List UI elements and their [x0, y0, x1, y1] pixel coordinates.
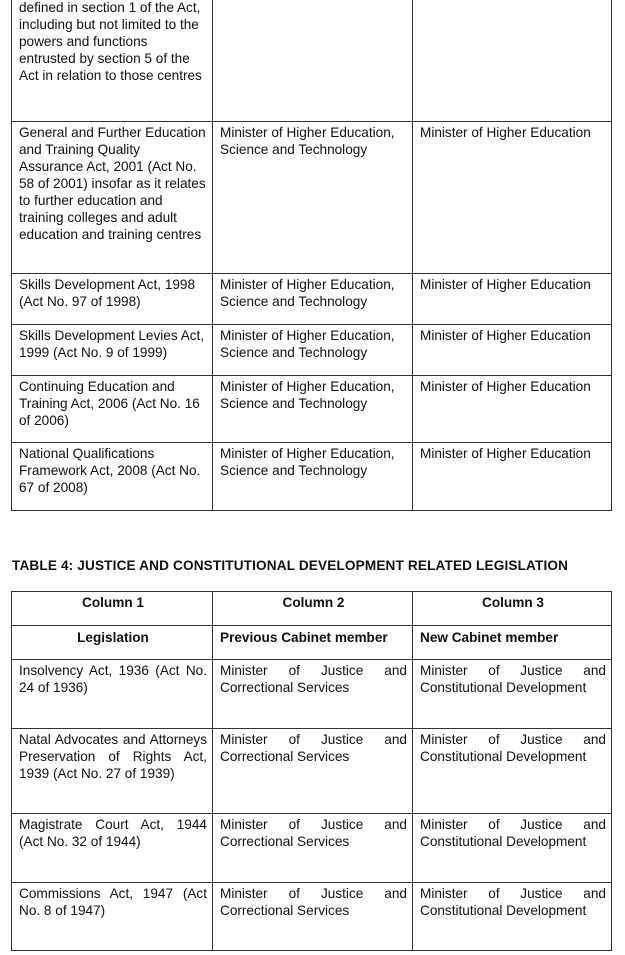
- table-row: [12, 883, 612, 951]
- previous-member-cell: Minister of Justice and Correctional Services: [213, 660, 413, 729]
- legislation-cell: defined in section 1 of the Act, including but not limited to the powers and functions entrusted by section 5 of the Act in relation to those centres: [12, 0, 213, 122]
- table-row: [12, 660, 612, 729]
- previous-member-cell: Minister of Higher Education, Science and Technology: [213, 376, 413, 443]
- new-member-cell: Minister of Higher Education: [413, 325, 612, 376]
- table-row: [12, 325, 612, 376]
- legislation-cell: Skills Development Levies Act, 1999 (Act No. 9 of 1999): [12, 325, 213, 376]
- table-row: [12, 729, 612, 814]
- table-row: [12, 376, 612, 443]
- new-member-cell: Minister of Justice and Constitutional Development: [413, 814, 612, 883]
- legislation-cell: Natal Advocates and Attorneys Preservation of Rights Act, 1939 (Act No. 27 of 1939): [12, 729, 213, 814]
- table-row: [12, 814, 612, 883]
- column-header-row: [12, 592, 612, 626]
- legislation-cell: Commissions Act, 1947 (Act No. 8 of 1947): [12, 883, 213, 951]
- new-member-cell: Minister of Justice and Constitutional Development: [413, 883, 612, 951]
- previous-member-cell: Minister of Higher Education, Science and Technology: [213, 443, 413, 511]
- table-title: TABLE 4: JUSTICE AND CONSTITUTIONAL DEVELOPMENT RELATED LEGISLATION: [12, 558, 569, 573]
- table-row: [12, 0, 612, 122]
- justice-legislation-table: [11, 591, 612, 951]
- subheader: Legislation: [12, 626, 213, 660]
- table-row: [12, 122, 612, 274]
- previous-member-cell: Minister of Justice and Correctional Services: [213, 883, 413, 951]
- legislation-cell: Insolvency Act, 1936 (Act No. 24 of 1936): [12, 660, 213, 729]
- new-member-cell: Minister of Higher Education: [413, 122, 612, 274]
- table-row: [12, 274, 612, 325]
- legislation-cell: Skills Development Act, 1998 (Act No. 97 of 1998): [12, 274, 213, 325]
- new-member-cell: Minister of Higher Education: [413, 443, 612, 511]
- table-row: [12, 443, 612, 511]
- previous-member-cell: Minister of Justice and Correctional Services: [213, 814, 413, 883]
- previous-member-cell: Minister of Higher Education, Science and Technology: [213, 274, 413, 325]
- previous-member-cell: Minister of Higher Education, Science and Technology: [213, 325, 413, 376]
- new-member-cell: [413, 0, 612, 122]
- higher-education-legislation-table: [11, 0, 612, 511]
- subheader-row: [12, 626, 612, 660]
- legislation-cell: Magistrate Court Act, 1944 (Act No. 32 of 1944): [12, 814, 213, 883]
- previous-member-cell: [213, 0, 413, 122]
- legislation-cell: National Qualifications Framework Act, 2008 (Act No. 67 of 2008): [12, 443, 213, 511]
- column-header: Column 1: [12, 592, 213, 626]
- new-member-cell: Minister of Justice and Constitutional Development: [413, 660, 612, 729]
- subheader: New Cabinet member: [413, 626, 612, 660]
- previous-member-cell: Minister of Higher Education, Science and Technology: [213, 122, 413, 274]
- column-header: Column 2: [213, 592, 413, 626]
- column-header: Column 3: [413, 592, 612, 626]
- new-member-cell: Minister of Higher Education: [413, 376, 612, 443]
- legislation-cell: General and Further Education and Training Quality Assurance Act, 2001 (Act No. 58 of 2001) insofar as it relates to further education and training colleges and adult education and training centres: [12, 122, 213, 274]
- subheader: Previous Cabinet member: [213, 626, 413, 660]
- new-member-cell: Minister of Justice and Constitutional Development: [413, 729, 612, 814]
- new-member-cell: Minister of Higher Education: [413, 274, 612, 325]
- previous-member-cell: Minister of Justice and Correctional Services: [213, 729, 413, 814]
- legislation-cell: Continuing Education and Training Act, 2006 (Act No. 16 of 2006): [12, 376, 213, 443]
